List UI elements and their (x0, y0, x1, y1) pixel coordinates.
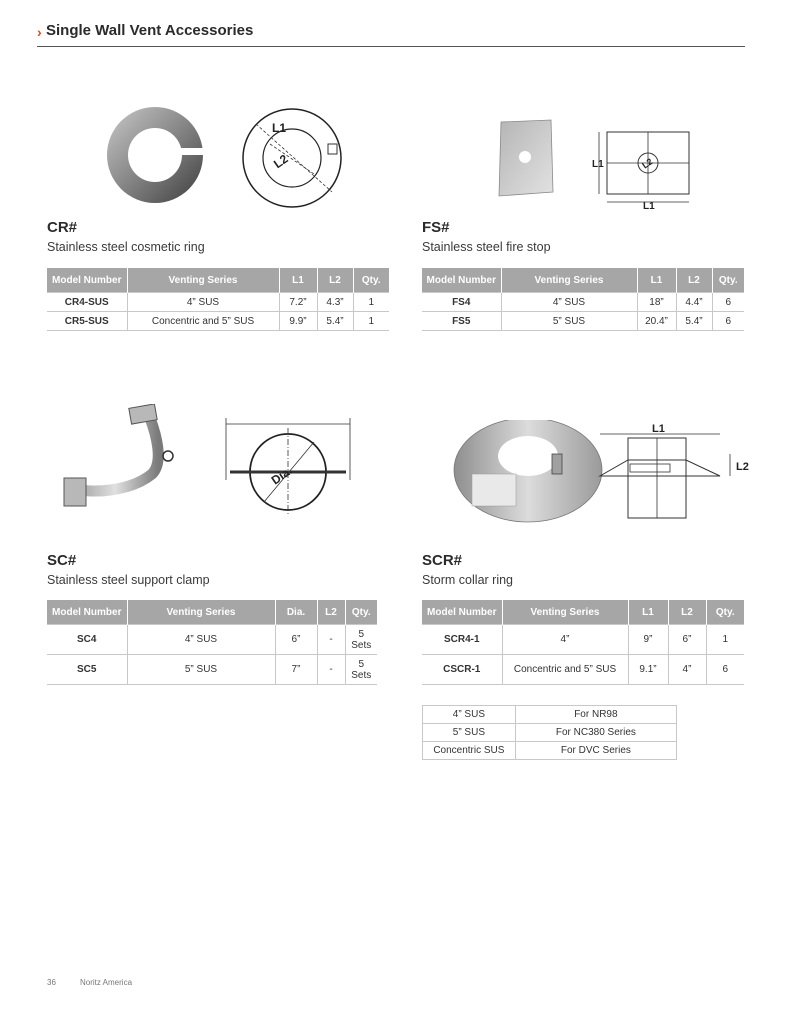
table-cell: 6 (712, 312, 744, 331)
column-header: Venting Series (127, 268, 279, 293)
table-cell: 5 Sets (345, 625, 377, 655)
sc-illustration (60, 404, 370, 524)
scr-description: Storm collar ring (422, 573, 513, 587)
table-cell: 6 (712, 293, 744, 312)
table-cell: FS5 (422, 312, 501, 331)
scr-illustration (450, 420, 760, 530)
table-cell: 5” SUS (423, 724, 516, 742)
table-cell: 9.9” (279, 312, 317, 331)
table-row (422, 293, 744, 312)
column-header: Qty. (353, 268, 389, 293)
column-header: L2 (668, 600, 706, 625)
support-clamp-diagram (226, 418, 350, 516)
table-cell: SC5 (47, 655, 127, 685)
chevron-right-icon: › (37, 24, 42, 40)
table-row (423, 742, 677, 760)
table-cell: 5.4” (317, 312, 353, 331)
table-row (47, 293, 389, 312)
column-header: L2 (317, 600, 345, 625)
table-cell: 5 Sets (345, 655, 377, 685)
cr-spec-table (47, 268, 389, 331)
table-cell: 4” SUS (127, 293, 279, 312)
column-header: Model Number (422, 268, 501, 293)
table-cell: 6 (706, 655, 744, 685)
table-cell: Concentric and 5” SUS (127, 312, 279, 331)
table-cell: SC4 (47, 625, 127, 655)
table-cell: 4.4” (676, 293, 712, 312)
table-cell: 5” SUS (127, 655, 275, 685)
table-cell: 5.4” (676, 312, 712, 331)
table-cell: - (317, 655, 345, 685)
fs-spec-table (422, 268, 744, 331)
sc-code: SC# (47, 552, 77, 569)
section-header (37, 22, 745, 47)
support-clamp-photo (64, 404, 173, 506)
table-cell: 20.4” (637, 312, 676, 331)
cr-illustration (100, 100, 370, 210)
fs-description: Stainless steel fire stop (422, 240, 551, 254)
fs-diagram-label-l2: L2 (640, 156, 655, 171)
scr-diagram-label-l2: L2 (736, 461, 749, 473)
column-header: Qty. (712, 268, 744, 293)
column-header: L1 (637, 268, 676, 293)
table-cell: CR4-SUS (47, 293, 127, 312)
table-header-row (422, 600, 744, 625)
table-cell: For DVC Series (515, 742, 676, 760)
cr-diagram-label-l1: L1 (272, 121, 287, 135)
table-row (422, 312, 744, 331)
column-header: L1 (628, 600, 668, 625)
table-cell: 7.2” (279, 293, 317, 312)
fs-diagram-label-l1-horizontal: L1 (643, 201, 655, 212)
table-cell: 1 (353, 312, 389, 331)
table-header-row (422, 268, 744, 293)
fire-stop-photo (499, 120, 553, 196)
column-header: Dia. (275, 600, 317, 625)
column-header: L2 (676, 268, 712, 293)
table-cell: 1 (706, 625, 744, 655)
column-header: Venting Series (502, 600, 628, 625)
table-row (47, 625, 377, 655)
table-header-row (47, 268, 389, 293)
table-cell: 9.1” (628, 655, 668, 685)
table-cell: 6” (275, 625, 317, 655)
cosmetic-ring-photo (107, 107, 208, 203)
page-number: 36 (47, 978, 56, 987)
table-cell: 9” (628, 625, 668, 655)
table-cell: 4” SUS (127, 625, 275, 655)
sc-description: Stainless steel support clamp (47, 573, 210, 587)
table-cell: 4” (668, 655, 706, 685)
fs-illustration (495, 112, 705, 212)
fire-stop-diagram (592, 132, 689, 212)
table-cell: Concentric SUS (423, 742, 516, 760)
cr-description: Stainless steel cosmetic ring (47, 240, 205, 254)
table-cell: 5” SUS (501, 312, 637, 331)
table-cell: 18” (637, 293, 676, 312)
fs-code: FS# (422, 219, 450, 236)
table-row (423, 724, 677, 742)
table-cell: For NC380 Series (515, 724, 676, 742)
table-row (422, 625, 744, 655)
footer-company: Noritz America (80, 978, 133, 987)
table-cell: CR5-SUS (47, 312, 127, 331)
sc-spec-table (47, 600, 377, 685)
table-cell: 7” (275, 655, 317, 685)
storm-collar-diagram (600, 423, 749, 518)
table-cell: CSCR-1 (422, 655, 502, 685)
table-cell: FS4 (422, 293, 501, 312)
compatibility-table (422, 705, 677, 760)
table-row (423, 706, 677, 724)
table-row (422, 655, 744, 685)
sc-diagram-label-dia: Dia. (268, 463, 295, 488)
table-cell: 4” SUS (501, 293, 637, 312)
storm-collar-photo (454, 420, 602, 522)
table-cell: 1 (353, 293, 389, 312)
table-row (47, 312, 389, 331)
table-cell: 4” SUS (423, 706, 516, 724)
column-header: L1 (279, 268, 317, 293)
column-header: Venting Series (501, 268, 637, 293)
column-header: Model Number (47, 268, 127, 293)
table-cell: For NR98 (515, 706, 676, 724)
table-cell: 4.3” (317, 293, 353, 312)
column-header: Qty. (345, 600, 377, 625)
cr-diagram-label-l2: L2 (271, 151, 291, 172)
scr-diagram-label-l1: L1 (652, 423, 665, 435)
scr-spec-table (422, 600, 744, 685)
scr-code: SCR# (422, 552, 463, 569)
table-cell: SCR4-1 (422, 625, 502, 655)
cr-code: CR# (47, 219, 78, 236)
column-header: L2 (317, 268, 353, 293)
table-cell: Concentric and 5” SUS (502, 655, 628, 685)
table-cell: - (317, 625, 345, 655)
page-title: Single Wall Vent Accessories (46, 22, 254, 39)
column-header: Model Number (47, 600, 127, 625)
fs-diagram-label-l1-vertical: L1 (592, 159, 604, 170)
column-header: Model Number (422, 600, 502, 625)
table-row (47, 655, 377, 685)
table-cell: 6” (668, 625, 706, 655)
table-cell: 4” (502, 625, 628, 655)
table-header-row (47, 600, 377, 625)
column-header: Qty. (706, 600, 744, 625)
column-header: Venting Series (127, 600, 275, 625)
cosmetic-ring-diagram (243, 109, 341, 207)
